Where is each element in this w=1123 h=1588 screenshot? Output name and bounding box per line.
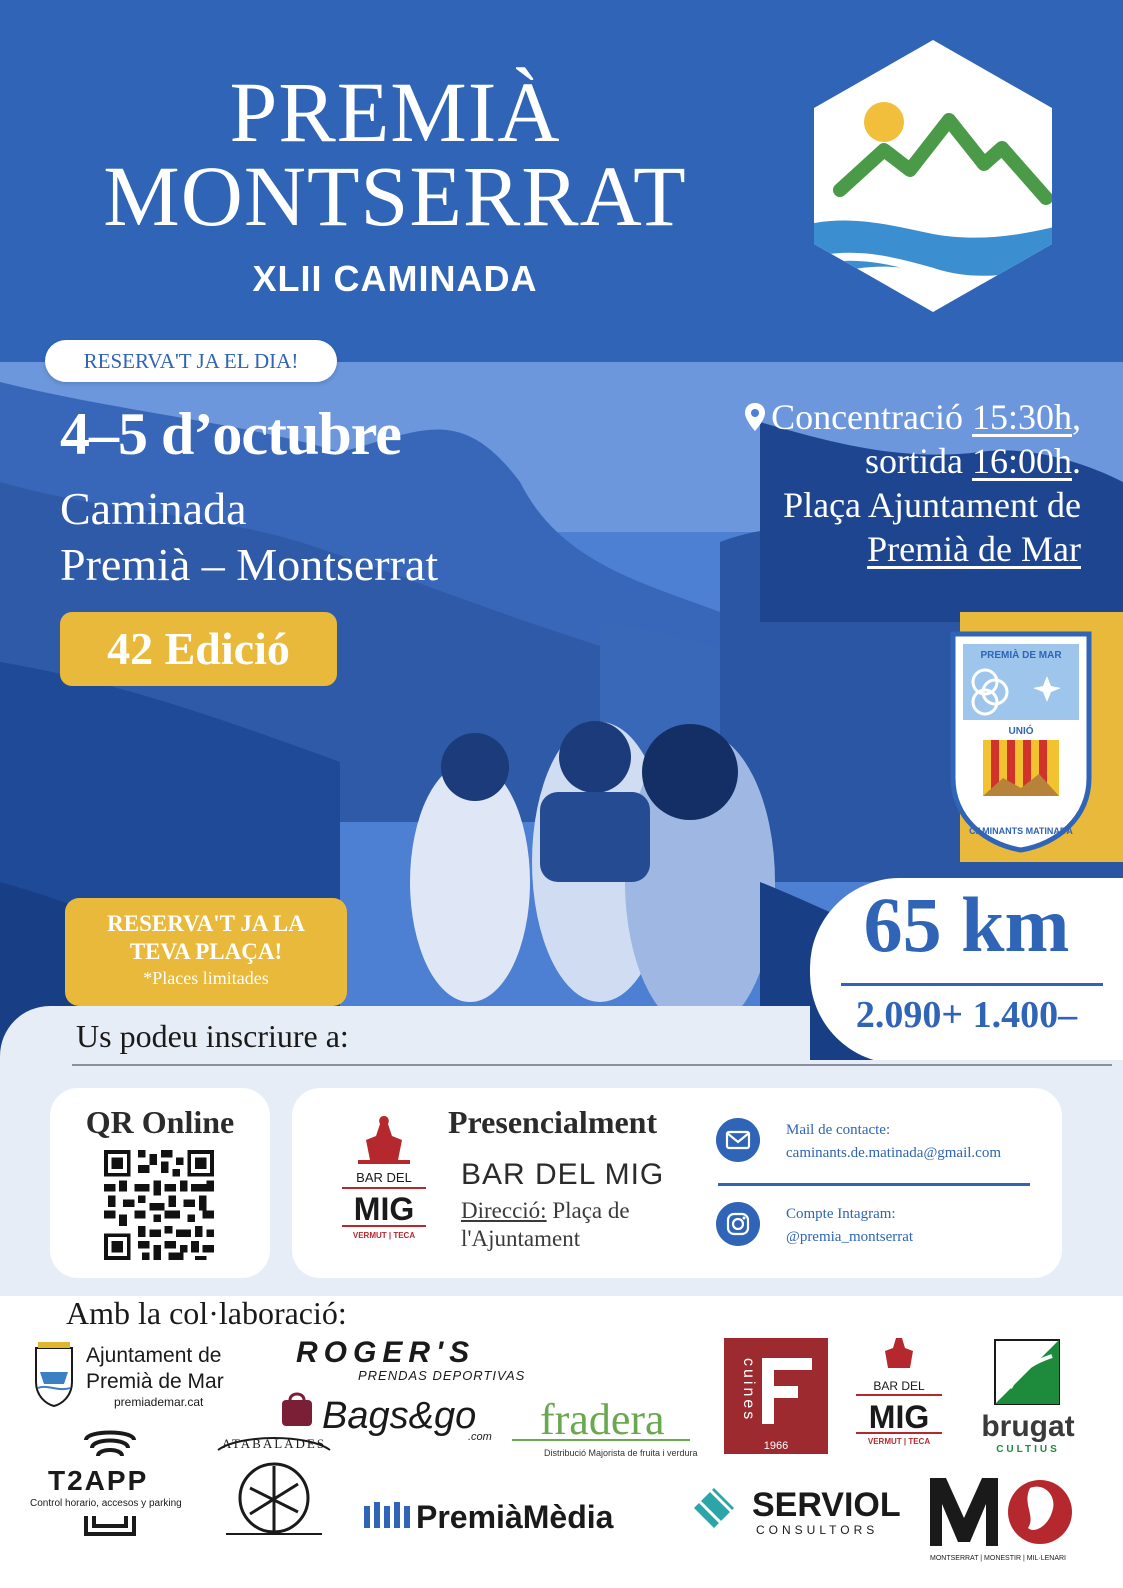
venue-address-line1 bbox=[461, 1198, 630, 1224]
poster-title bbox=[70, 64, 720, 244]
qr-title: QR Online bbox=[85, 1104, 235, 1140]
bags-name: Bags&go bbox=[322, 1395, 477, 1437]
badge-mid-text: UNIÓ bbox=[1008, 726, 1034, 737]
title-line-1: PREMIÀ bbox=[229, 64, 561, 160]
mail-label: Mail de contacte: bbox=[786, 1122, 891, 1138]
cuines-year: 1966 bbox=[763, 1440, 789, 1452]
bar-del-mig-sponsor-logo bbox=[856, 1338, 942, 1446]
reserve-note: *Places limitades bbox=[143, 968, 269, 988]
meeting-time: 15:30h bbox=[971, 397, 1072, 437]
location-pin-icon bbox=[745, 403, 765, 431]
bar-logo-line2: MIG bbox=[353, 1191, 415, 1227]
title-line-2: MONTSERRAT bbox=[103, 148, 687, 244]
brugat-name: brugat bbox=[981, 1410, 1075, 1443]
save-the-date-pill: RESERVA'T JA EL DIA! bbox=[45, 340, 337, 382]
bar-logo-line3: VERMUT | TECA bbox=[352, 1231, 416, 1240]
in-person-title: Presencialment bbox=[448, 1104, 658, 1140]
venue-address-line2: l'Ajuntament bbox=[461, 1226, 581, 1251]
t2app-name: T2APP bbox=[48, 1465, 149, 1496]
reserve-line1: RESERVA'T JA LA bbox=[107, 911, 305, 936]
t2app-logo bbox=[30, 1433, 182, 1535]
serviol-name: SERVIOL bbox=[752, 1486, 901, 1524]
instagram-icon bbox=[716, 1202, 760, 1246]
sponsor-bar-line2: MIG bbox=[868, 1399, 930, 1435]
fradera-tagline: Distribució Majorista de fruita i verdura bbox=[544, 1448, 698, 1458]
instagram-label: Compte Intagram: bbox=[786, 1206, 896, 1222]
sponsor-logos bbox=[0, 1338, 1123, 1588]
departure-suffix: . bbox=[1072, 441, 1081, 481]
brugat-logo bbox=[981, 1340, 1074, 1455]
t2app-tagline: Control horario, accesos y parking bbox=[30, 1498, 182, 1509]
badge-bottom-text: CAMINANTS MATINADA bbox=[969, 826, 1073, 836]
cuines-name: cuines bbox=[740, 1358, 757, 1423]
reserve-line2: TEVA PLAÇA! bbox=[129, 939, 283, 964]
atabalades-name: ATABALADES bbox=[221, 1436, 327, 1451]
route-elevation: 2.090+ 1.400– bbox=[855, 994, 1078, 1036]
meeting-line bbox=[641, 395, 1081, 439]
bags-domain: .com bbox=[468, 1431, 492, 1443]
event-route: Premià – Montserrat bbox=[60, 539, 439, 590]
premia-media-name: PremiàMèdia bbox=[416, 1499, 614, 1535]
mail-address-link[interactable]: caminants.de.matinada@gmail.com bbox=[786, 1145, 1001, 1161]
meeting-suffix: , bbox=[1072, 397, 1081, 437]
registration-heading: Us podeu inscriure a: bbox=[76, 1018, 349, 1054]
departure-line bbox=[641, 439, 1081, 483]
venue-name: BAR DEL MIG bbox=[461, 1158, 665, 1191]
montserrat-millenari-logo bbox=[930, 1478, 1072, 1562]
instagram-handle-link[interactable]: @premia_montserrat bbox=[786, 1229, 914, 1245]
rogers-logo bbox=[296, 1338, 525, 1383]
bar-del-mig-logo-icon bbox=[338, 1110, 430, 1250]
meeting-info bbox=[641, 395, 1081, 571]
mountain-logo-icon bbox=[806, 36, 1060, 316]
address-value: Plaça de bbox=[546, 1198, 630, 1223]
cuines-f-logo bbox=[724, 1338, 828, 1454]
reserve-spot-box bbox=[65, 898, 347, 1006]
contact-divider bbox=[718, 1183, 1030, 1186]
departure-time: 16:00h bbox=[971, 441, 1072, 481]
ajuntament-line2: Premià de Mar bbox=[86, 1370, 224, 1393]
fradera-logo bbox=[512, 1395, 698, 1458]
rogers-tagline: PRENDAS DEPORTIVAS bbox=[358, 1368, 526, 1383]
rogers-name: ROGER'S bbox=[296, 1338, 476, 1369]
ajuntament-logo bbox=[36, 1342, 224, 1409]
meeting-place-line2: Premià de Mar bbox=[867, 529, 1081, 569]
bar-logo-line1: BAR DEL bbox=[356, 1170, 412, 1185]
meeting-prefix: Concentració bbox=[771, 397, 972, 437]
address-label: Direcció: bbox=[461, 1198, 547, 1223]
serviol-logo bbox=[694, 1486, 901, 1537]
mail-icon bbox=[716, 1118, 760, 1162]
departure-prefix: sortida bbox=[865, 441, 972, 481]
route-distance: 65 km bbox=[863, 881, 1070, 968]
event-date: 4–5 d’octubre bbox=[60, 401, 401, 467]
route-divider bbox=[841, 983, 1103, 986]
edition-badge: 42 Edició bbox=[60, 612, 337, 686]
qr-code-icon[interactable] bbox=[104, 1150, 214, 1260]
poster-subtitle: XLII CAMINADA bbox=[252, 258, 538, 299]
sponsor-bar-line1: BAR DEL bbox=[873, 1379, 925, 1393]
brugat-tagline: CULTIUS bbox=[996, 1444, 1060, 1455]
registration-divider bbox=[72, 1064, 1112, 1066]
sponsor-bar-line3: VERMUT | TECA bbox=[867, 1437, 931, 1446]
event-type: Caminada bbox=[60, 483, 247, 534]
club-shield-icon bbox=[947, 628, 1095, 856]
meeting-place-line1: Plaça Ajuntament de bbox=[783, 485, 1081, 525]
collaboration-heading: Amb la col·laboració: bbox=[66, 1295, 347, 1331]
badge-top-text: PREMIÀ DE MAR bbox=[980, 650, 1062, 661]
mo-tagline: MONTSERRAT | MONESTIR | MIL·LENARI bbox=[930, 1555, 1067, 1562]
serviol-tagline: CONSULTORS bbox=[756, 1523, 879, 1537]
fradera-name: fradera bbox=[540, 1395, 665, 1444]
ajuntament-web: premiademar.cat bbox=[114, 1395, 204, 1409]
ajuntament-line1: Ajuntament de bbox=[86, 1344, 222, 1367]
premia-media-logo bbox=[364, 1499, 614, 1535]
atabalades-logo bbox=[218, 1436, 330, 1534]
